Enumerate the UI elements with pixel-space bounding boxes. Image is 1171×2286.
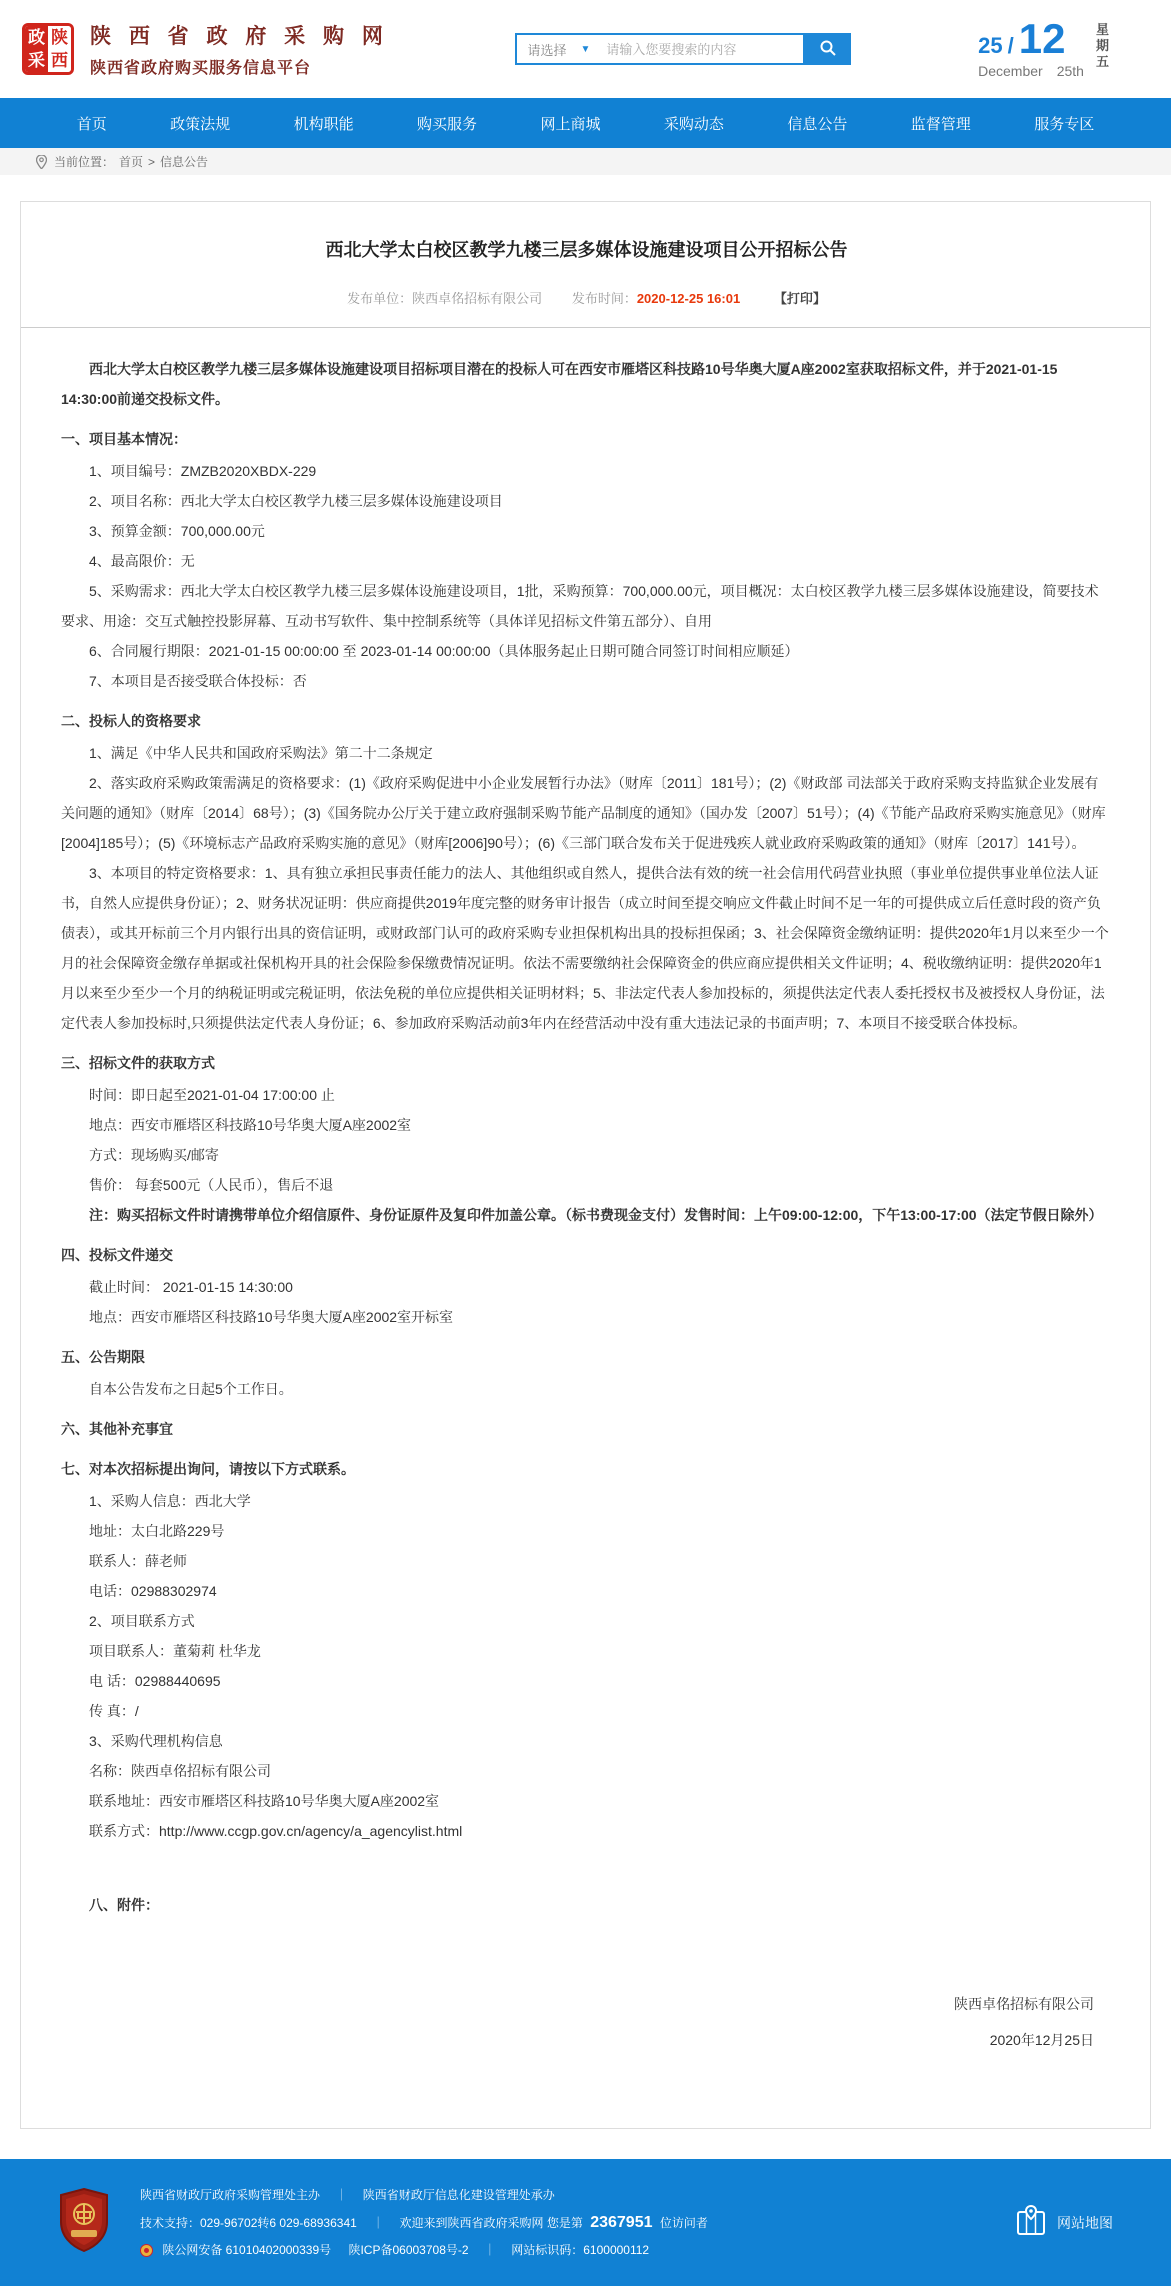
nav-item[interactable]: 首页 [76, 115, 107, 133]
section-heading: 八、附件： [89, 1897, 159, 1913]
content-paragraph: 时间：即日起至2021-01-04 17:00:00 止 [89, 1087, 335, 1103]
nav-item[interactable]: 网上商城 [540, 115, 601, 133]
footer-tech-support: 技术支持：029-96702转6 029-68936341 [140, 2215, 357, 2230]
nav-item[interactable]: 购买服务 [417, 115, 478, 133]
content-paragraph: 名称：陕西卓佲招标有限公司 [89, 1763, 271, 1779]
footer-separator: ｜ [335, 2187, 348, 2202]
footer-organizer: 陕西省财政厅政府采购管理处主办 [140, 2187, 321, 2202]
signature-date: 2020年12月25日 [989, 2032, 1094, 2048]
logo-left-column [25, 26, 48, 72]
date-month-en: December [978, 62, 1043, 79]
search-button[interactable] [805, 33, 851, 65]
search-input[interactable] [600, 35, 803, 63]
content-paragraph: 1、满足《中华人民共和国政府采购法》第二十二条规定 [89, 745, 433, 761]
article-body [61, 354, 1112, 1920]
date-weekday [1096, 20, 1109, 70]
nav-item[interactable]: 机构职能 [293, 115, 354, 133]
content-paragraph: 电话：02988302974 [89, 1583, 217, 1599]
publisher-name: 陕西卓佲招标有限公司 [412, 291, 543, 306]
content-paragraph: 5、采购需求：西北大学太白校区教学九楼三层多媒体设施建设项目，1批，采购预算：700,000.00元，项目概况：太白校区教学九楼三层多媒体设施建设，简要技术要求、用途：交互式触控投影屏幕、互动书写软件、集中控制系统等（具体详见招标文件第五部分）、自用 [61, 583, 1099, 629]
content-paragraph: 6、合同履行期限：2021-01-15 00:00:00 至 2023-01-14 00:00:00（具体服务起止日期可随合同签订时间相应顺延） [89, 643, 799, 659]
content-paragraph: 1、采购人信息：西北大学 [89, 1493, 251, 1509]
section-heading: 六、其他补充事宜 [61, 1421, 173, 1437]
weekday-char: 五 [1095, 53, 1109, 69]
content-paragraph: 3、本项目的特定资格要求：1、具有独立承担民事责任能力的法人、其他组织或自然人，提供合法有效的统一社会信用代码营业执照（事业单位提供事业单位法人证书，自然人应提供身份证）；2、财务状况证明：供应商提供2019年度完整的财务审计报告（成立时间至提交响应文件截止时间不足一年的可提供成立后任意时段的资产负债表），或其开标前三个月内银行出具的资信证明，或财政部门认可的政府采购专业担保机构出具的投标担保函；3、社会保障资金缴纳证明：提供2020年1月以来至少一个月的社会保障资金缴存单据或社保机构开具的社会保险参保缴费情况证明。依法不需要缴纳社会保障资金的供应商应提供相关文件证明；4、税收缴纳证明：提供2020年1月以来至少至少一个月的纳税证明或完税证明，依法免税的单位应提供相关证明材料；5、非法定代表人参加投标的，须提供法定代表人委托授权书及被授权人身份证，法定代表人参加投标时,只须提供法定代表人身份证；6、参加政府采购活动前3年内在经营活动中没有重大违法记录的书面声明；7、本项目不接受联合体投标。 [61, 865, 1109, 1031]
site-id-code: 网站标识码：6100000112 [511, 2242, 650, 2257]
content-paragraph: 2、项目联系方式 [89, 1613, 195, 1629]
search-category-select[interactable] [517, 35, 600, 63]
search-select-label: 请选择 [527, 42, 567, 58]
content-paragraph: 项目联系人：董菊莉 杜华龙 [89, 1643, 261, 1659]
site-logo[interactable] [22, 23, 74, 75]
sitemap-link[interactable] [1015, 2205, 1113, 2240]
weekday-char: 星 [1095, 21, 1109, 37]
police-badge-icon [140, 2244, 153, 2257]
content-paragraph: 3、预算金额：700,000.00元 [89, 523, 265, 539]
content-paragraph: 地址：太白北路229号 [89, 1523, 225, 1539]
logo-right-column [48, 26, 71, 72]
site-subtitle: 陕西省政府购买服务信息平台 [90, 60, 312, 77]
footer-line-2 [140, 2209, 708, 2237]
footer-separator: ｜ [483, 2242, 496, 2257]
content-paragraph: 联系方式：http://www.ccgp.gov.cn/agency/a_agencylist.html [89, 1823, 463, 1839]
content-paragraph: 2、项目名称：西北大学太白校区教学九楼三层多媒体设施建设项目 [89, 493, 503, 509]
content-paragraph: 自本公告发布之日起5个工作日。 [89, 1381, 293, 1397]
nav-item[interactable]: 采购动态 [663, 115, 724, 133]
footer-co-organizer: 陕西省财政厅信息化建设管理处承办 [362, 2187, 555, 2202]
search-box [515, 33, 805, 65]
publish-time-label: 发布时间： [571, 291, 637, 306]
content-paragraph: 联系人：薛老师 [89, 1553, 187, 1569]
date-numeric [978, 14, 1084, 79]
breadcrumb-label: 当前位置： [54, 155, 115, 169]
content-paragraph: 3、采购代理机构信息 [89, 1733, 223, 1749]
content-paragraph: 截止时间： 2021-01-15 14:30:00 [89, 1279, 293, 1295]
section-heading: 五、公告期限 [61, 1349, 145, 1365]
logo-char: 陕 [51, 28, 68, 47]
publish-time: 2020-12-25 16:01 [636, 291, 741, 306]
sitemap-icon [1015, 2205, 1047, 2240]
date-day-ordinal: 25th [1056, 62, 1084, 79]
nav-item[interactable]: 监督管理 [910, 115, 971, 133]
search-bar [515, 33, 851, 65]
footer-line-3 [140, 2237, 708, 2264]
content-paragraph: 地点：西安市雁塔区科技路10号华奥大厦A座2002室 [89, 1117, 412, 1133]
logo-char: 西 [51, 51, 68, 70]
footer-welcome: 欢迎来到陕西省政府采购网 您是第 [399, 2215, 583, 2230]
date-widget [978, 14, 1109, 79]
print-button[interactable]: 【打印】 [773, 291, 826, 306]
content-paragraph: 传 真：/ [89, 1703, 139, 1719]
main-nav [0, 98, 1171, 148]
weekday-char: 期 [1095, 37, 1109, 53]
content-paragraph: 7、本项目是否接受联合体投标：否 [89, 673, 307, 689]
beian-link[interactable]: 陕公网安备 61010402000339号 [162, 2242, 332, 2257]
content-paragraph: 注：购买招标文件时请携带单位介绍信原件、身份证原件及复印件加盖公章。（标书费现金支付）发售时间：上午09:00-12:00，下午13:00-17:00（法定节假日除外） [89, 1207, 1103, 1223]
search-icon [819, 39, 837, 60]
location-pin-icon [36, 155, 47, 169]
signature-company: 陕西卓佲招标有限公司 [954, 1996, 1094, 2012]
date-day: 25 [978, 32, 1003, 58]
footer-separator: ｜ [372, 2215, 385, 2230]
logo-char: 采 [28, 51, 45, 70]
breadcrumb [0, 148, 1171, 175]
icp-number: 陕ICP备06003708号-2 [348, 2242, 469, 2257]
breadcrumb-separator: > [148, 154, 156, 169]
nav-item[interactable]: 服务专区 [1034, 115, 1095, 133]
site-title: 陕 西 省 政 府 采 购 网 [90, 25, 389, 48]
section-heading: 四、投标文件递交 [61, 1247, 173, 1263]
page-title: 西北大学太白校区教学九楼三层多媒体设施建设项目公开招标公告 [325, 240, 848, 260]
content-paragraph: 西北大学太白校区教学九楼三层多媒体设施建设项目招标项目潜在的投标人可在西安市雁塔区科技路10号华奥大厦A座2002室获取招标文件，并于2021-01-15 14:30:00前递交投标文件。 [61, 361, 1058, 407]
section-heading: 二、投标人的资格要求 [61, 713, 201, 729]
content-paragraph: 电 话：02988440695 [89, 1673, 221, 1689]
section-heading: 七、对本次招标提出询问，请按以下方式联系。 [61, 1461, 355, 1477]
breadcrumb-current: 信息公告 [160, 155, 209, 169]
chevron-down-icon: ▼ [580, 43, 591, 55]
content-paragraph: 方式：现场购买/邮寄 [89, 1147, 219, 1163]
date-month: 12 [1018, 14, 1066, 62]
breadcrumb-home-link[interactable]: 首页 [119, 155, 144, 169]
footer-text [140, 2182, 708, 2264]
logo-char: 政 [28, 28, 45, 47]
content-paragraph: 4、最高限价：无 [89, 553, 195, 569]
footer-visitor-suffix: 位访问者 [659, 2215, 708, 2230]
content-paragraph: 2、落实政府采购政策需满足的资格要求：(1)《政府采购促进中小企业发展暂行办法》（财库〔2011〕181号）；(2)《财政部 司法部关于政府采购支持监狱企业发展有关问题的通知》（财库〔2014〕68号）；(3)《国务院办公厅关于建立政府强制采购节能产品制度的通知》（国办发〔2007〕51号）；(4)《节能产品政府采购实施意见》（财库[2004]185号）；(5)《环境标志产品政府采购实施的意见》（财库[2006]90号）；(6)《三部门联合发布关于促进残疾人就业政府采购政策的通知》（财库〔2017〕141号）。 [61, 775, 1106, 851]
content-paragraph: 1、项目编号：ZMZB2020XBDX-229 [89, 463, 317, 479]
article-header [21, 236, 1150, 328]
section-heading: 一、项目基本情况： [61, 431, 187, 447]
section-heading: 三、招标文件的获取方式 [61, 1055, 215, 1071]
content-paragraph: 地点：西安市雁塔区科技路10号华奥大厦A座2002室开标室 [89, 1309, 454, 1325]
signature-block [61, 1986, 1112, 2058]
date-slash: / [1007, 32, 1014, 58]
site-title-group [90, 20, 389, 78]
sitemap-label: 网站地图 [1057, 2214, 1113, 2231]
article-meta [61, 288, 1112, 307]
nav-item[interactable]: 信息公告 [787, 115, 848, 133]
nav-item[interactable]: 政策法规 [170, 115, 231, 133]
site-footer [0, 2159, 1171, 2286]
visitor-count: 2367951 [590, 2213, 653, 2231]
government-shield-icon [58, 2188, 110, 2257]
content-paragraph: 联系地址：西安市雁塔区科技路10号华奥大厦A座2002室 [89, 1793, 440, 1809]
content-paragraph: 售价： 每套500元（人民币），售后不退 [89, 1177, 334, 1193]
announcement-card [20, 201, 1151, 2129]
date-english [978, 63, 1084, 79]
footer-line-1 [140, 2182, 708, 2209]
site-brand [22, 20, 389, 78]
publisher-label: 发布单位： [347, 291, 413, 306]
site-header [0, 0, 1171, 98]
